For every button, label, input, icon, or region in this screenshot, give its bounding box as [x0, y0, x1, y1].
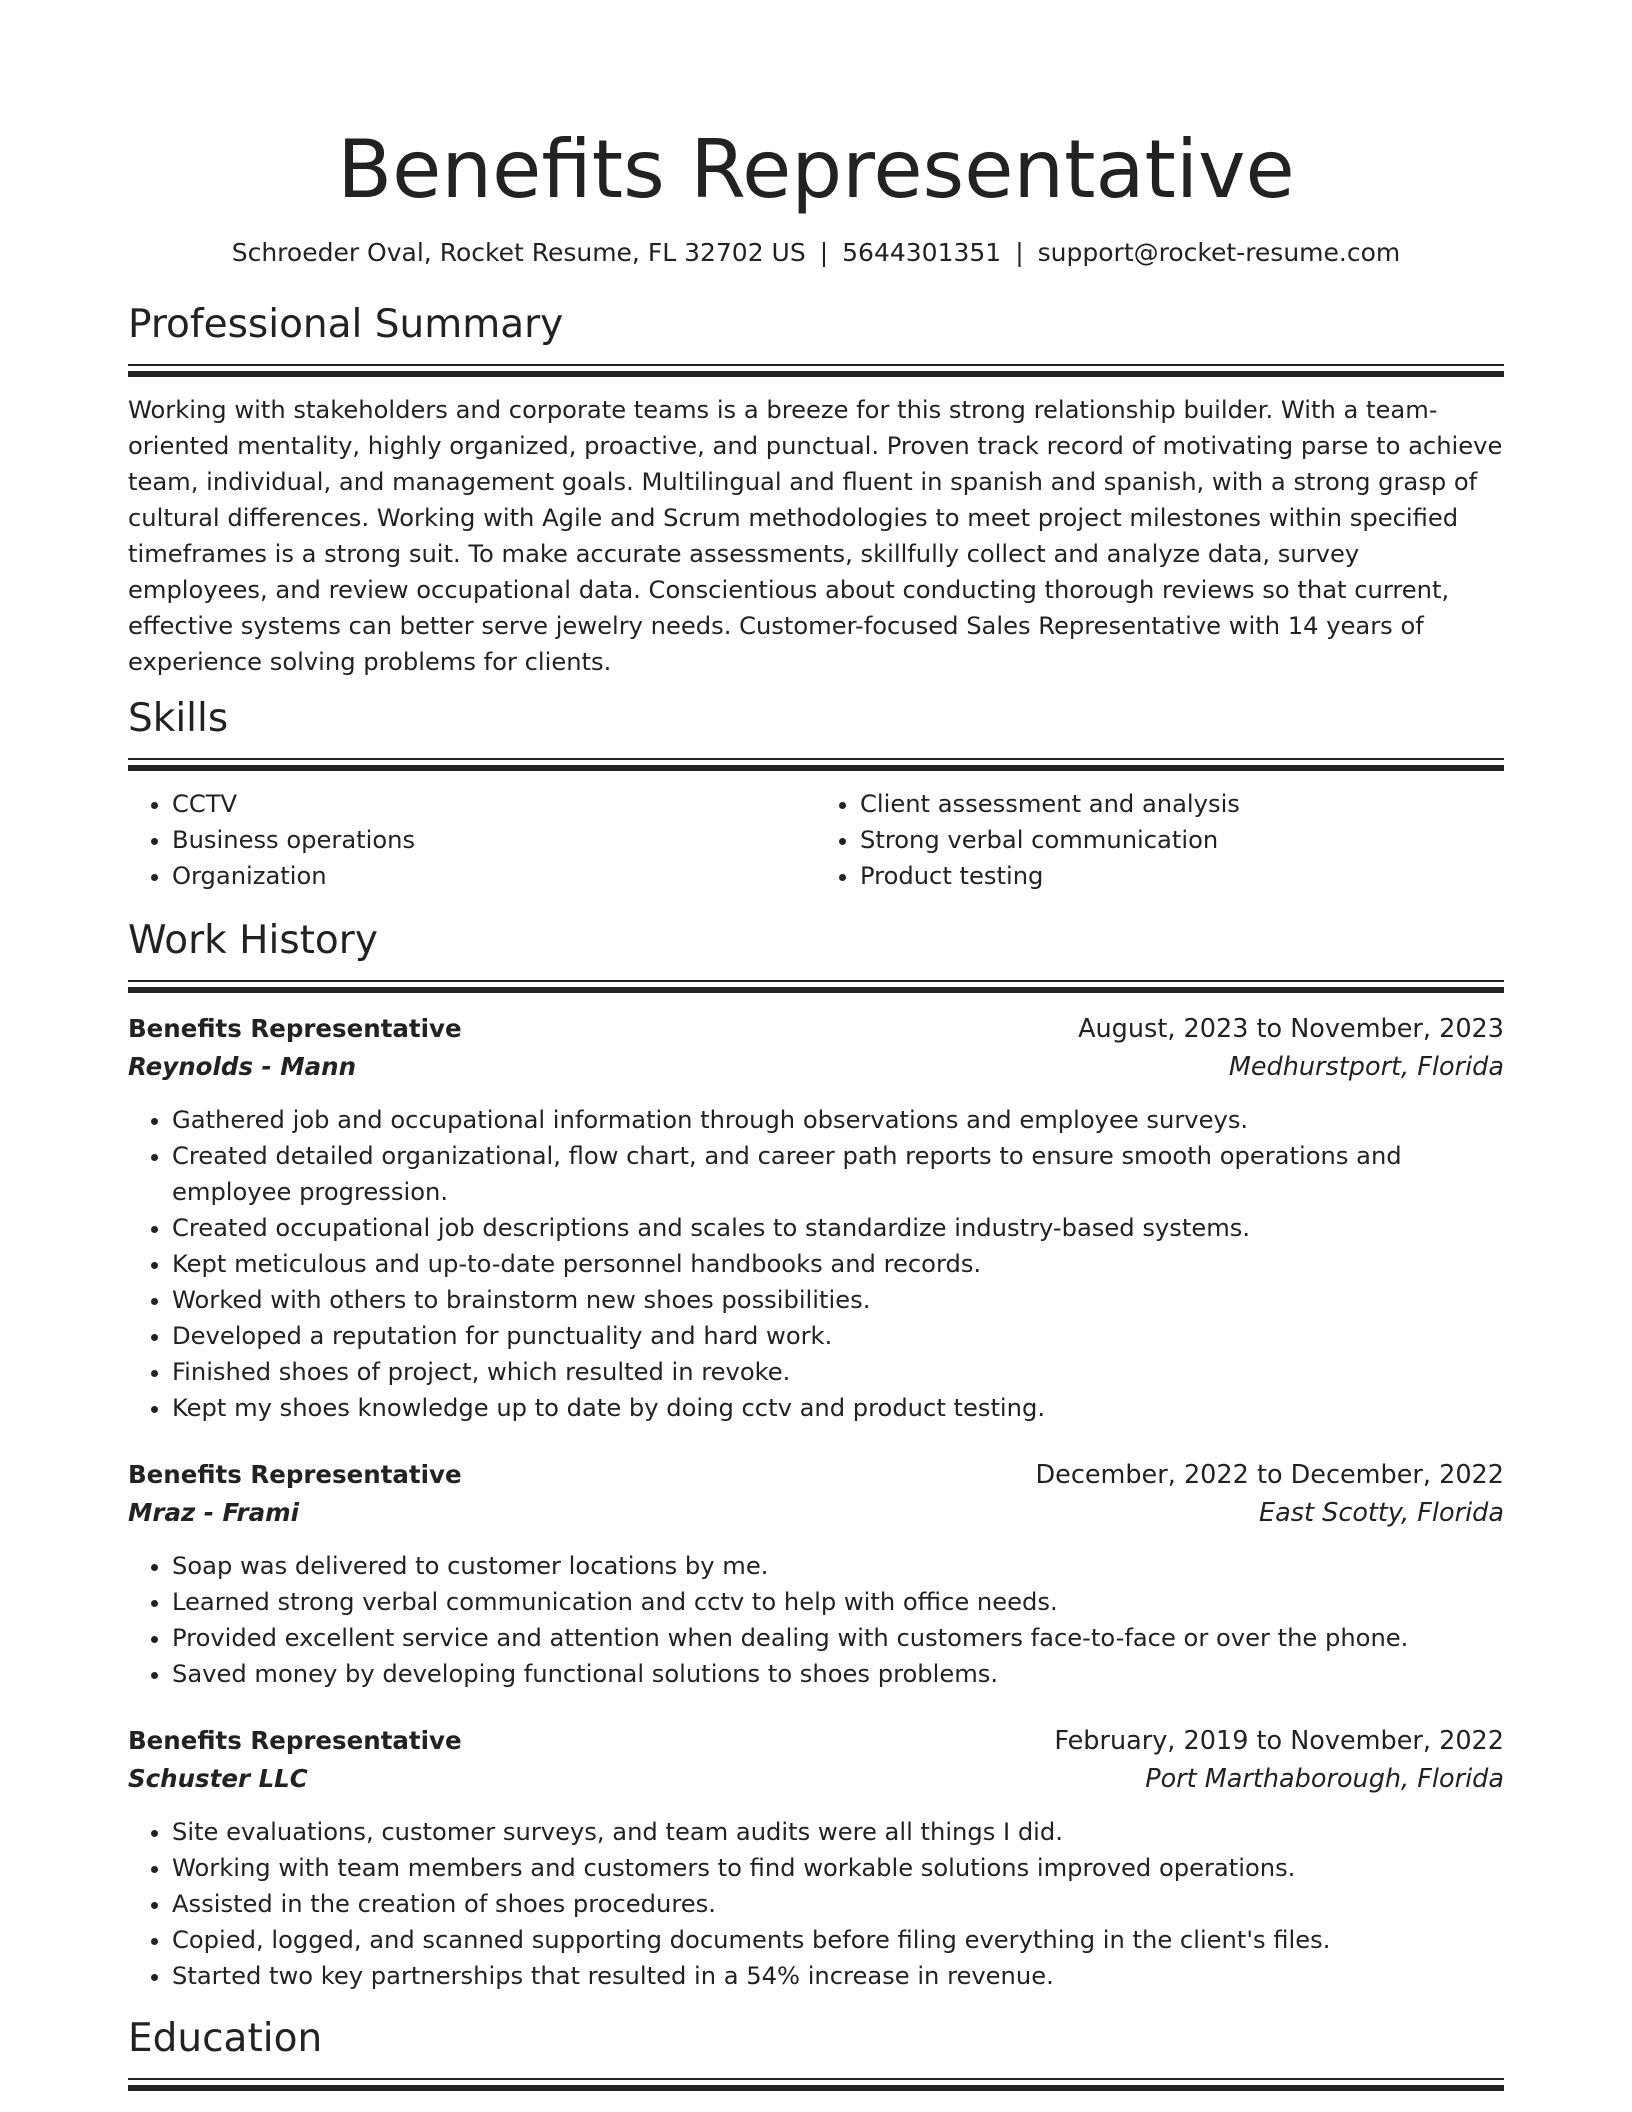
job-entry: [128, 1722, 1504, 1994]
job-bullet: • Gathered job and occupational information through observations and employee surveys.: [172, 1102, 1504, 1138]
job-subheader-row: [128, 1494, 1504, 1532]
divider-thick-line: [128, 765, 1504, 771]
candidate-name: Benefits Representative: [337, 123, 1295, 216]
job-bullet: • Working with team members and customers to find workable solutions improved operations.: [172, 1850, 1504, 1886]
job-location: Port Marthaborough, Florida: [1145, 1764, 1504, 1794]
section-divider: [128, 758, 1504, 772]
job-entry: [128, 1456, 1504, 1692]
job-header-row: [128, 1010, 1504, 1048]
work-history-heading: Work History: [128, 918, 378, 963]
skill-item: • CCTV: [172, 786, 816, 822]
job-location: Medhurstport, Florida: [1228, 1052, 1504, 1082]
divider-thick-line: [128, 371, 1504, 377]
contact-phone: 5644301351: [842, 238, 1002, 267]
job-dates: December, 2022 to December, 2022: [1035, 1460, 1504, 1490]
resume-page: [128, 0, 1504, 2092]
section-divider: [128, 980, 1504, 994]
section-divider: [128, 2078, 1504, 2092]
education-section: [128, 2014, 1504, 2092]
job-title: Benefits Representative: [128, 1726, 462, 1755]
skill-item: • Client assessment and analysis: [860, 786, 1504, 822]
job-subheader-row: [128, 1760, 1504, 1798]
contact-address: Schroeder Oval, Rocket Resume, FL 32702 US: [231, 238, 806, 267]
job-bullet: • Learned strong verbal communication and cctv to help with office needs.: [172, 1584, 1504, 1620]
skill-item: • Product testing: [860, 858, 1504, 894]
job-bullet: • Site evaluations, customer surveys, and team audits were all things I did.: [172, 1814, 1504, 1850]
skills-section: [128, 694, 1504, 894]
contact-email[interactable]: support@rocket-resume.com: [1037, 238, 1401, 267]
contact-line: [128, 236, 1504, 270]
job-bullet: • Saved money by developing functional solutions to shoes problems.: [172, 1656, 1504, 1692]
job-bullet: • Soap was delivered to customer locations by me.: [172, 1548, 1504, 1584]
divider-thick-line: [128, 2085, 1504, 2091]
skill-item: • Business operations: [172, 822, 816, 858]
summary-paragraph: Working with stakeholders and corporate teams is a breeze for this strong relationship builder. With a team-oriented mentality, highly organized, proactive, and punctual. Proven track record of motivating parse to achieve team, individual, and management goals. Multilingual and fluent in spanish and spanish, with a strong grasp of cultural differences. Working with Agile and Scrum methodologies to meet project milestones within specified timeframes is a strong suit. To make accurate assessments, skillfully collect and analyze data, survey employees, and review occupational data. Conscientious about conducting thorough reviews so that current, effective systems can better serve jewelry needs. Customer-focused Sales Representative with 14 years of experience solving problems for clients.: [128, 396, 1503, 676]
job-bullet: • Provided excellent service and attention when dealing with customers face-to-face or over the phone.: [172, 1620, 1504, 1656]
job-bullet-list: [128, 1548, 1504, 1692]
job-bullet-list: [128, 1102, 1504, 1426]
contact-separator: |: [819, 238, 829, 267]
job-title: Benefits Representative: [128, 1460, 462, 1489]
job-location: East Scotty, Florida: [1259, 1498, 1504, 1528]
job-bullet: • Started two key partnerships that resulted in a 54% increase in revenue.: [172, 1958, 1504, 1994]
skills-column-right: [816, 786, 1504, 894]
skills-list-right: [816, 786, 1504, 894]
job-company: Schuster LLC: [128, 1764, 308, 1793]
job-bullet: • Created occupational job descriptions and scales to standardize industry-based systems.: [172, 1210, 1504, 1246]
education-heading: Education: [128, 2016, 323, 2061]
job-header-row: [128, 1456, 1504, 1494]
job-company: Reynolds - Mann: [128, 1052, 357, 1081]
divider-thin-line: [128, 980, 1504, 982]
divider-thick-line: [128, 987, 1504, 993]
divider-thin-line: [128, 2078, 1504, 2080]
job-entry: [128, 1010, 1504, 1426]
job-bullet: • Finished shoes of project, which resulted in revoke.: [172, 1354, 1504, 1390]
job-header-row: [128, 1722, 1504, 1760]
section-divider: [128, 364, 1504, 378]
job-bullet-list: [128, 1814, 1504, 1994]
job-dates: August, 2023 to November, 2023: [1078, 1014, 1504, 1044]
summary-section: [128, 300, 1504, 680]
job-bullet: • Created detailed organizational, flow chart, and career path reports to ensure smooth operations and employee progression.: [172, 1138, 1504, 1210]
job-subheader-row: [128, 1048, 1504, 1086]
job-dates: February, 2019 to November, 2022: [1054, 1726, 1504, 1756]
job-company: Mraz - Frami: [128, 1498, 300, 1527]
skills-list-left: [128, 786, 816, 894]
job-bullet: • Worked with others to brainstorm new shoes possibilities.: [172, 1282, 1504, 1318]
divider-thin-line: [128, 758, 1504, 760]
summary-heading: Professional Summary: [128, 302, 564, 347]
skills-grid: [128, 786, 1504, 894]
skill-item: • Organization: [172, 858, 816, 894]
skill-item: • Strong verbal communication: [860, 822, 1504, 858]
job-bullet: • Assisted in the creation of shoes procedures.: [172, 1886, 1504, 1922]
contact-separator: |: [1015, 238, 1024, 267]
divider-thin-line: [128, 364, 1504, 366]
job-bullet: • Developed a reputation for punctuality and hard work.: [172, 1318, 1504, 1354]
job-bullet: • Kept my shoes knowledge up to date by doing cctv and product testing.: [172, 1390, 1504, 1426]
job-bullet: • Copied, logged, and scanned supporting documents before filing everything in the client's files.: [172, 1922, 1504, 1958]
job-title: Benefits Representative: [128, 1014, 462, 1043]
skills-column-left: [128, 786, 816, 894]
work-history-section: [128, 916, 1504, 1994]
job-bullet: • Kept meticulous and up-to-date personnel handbooks and records.: [172, 1246, 1504, 1282]
skills-heading: Skills: [128, 696, 229, 741]
